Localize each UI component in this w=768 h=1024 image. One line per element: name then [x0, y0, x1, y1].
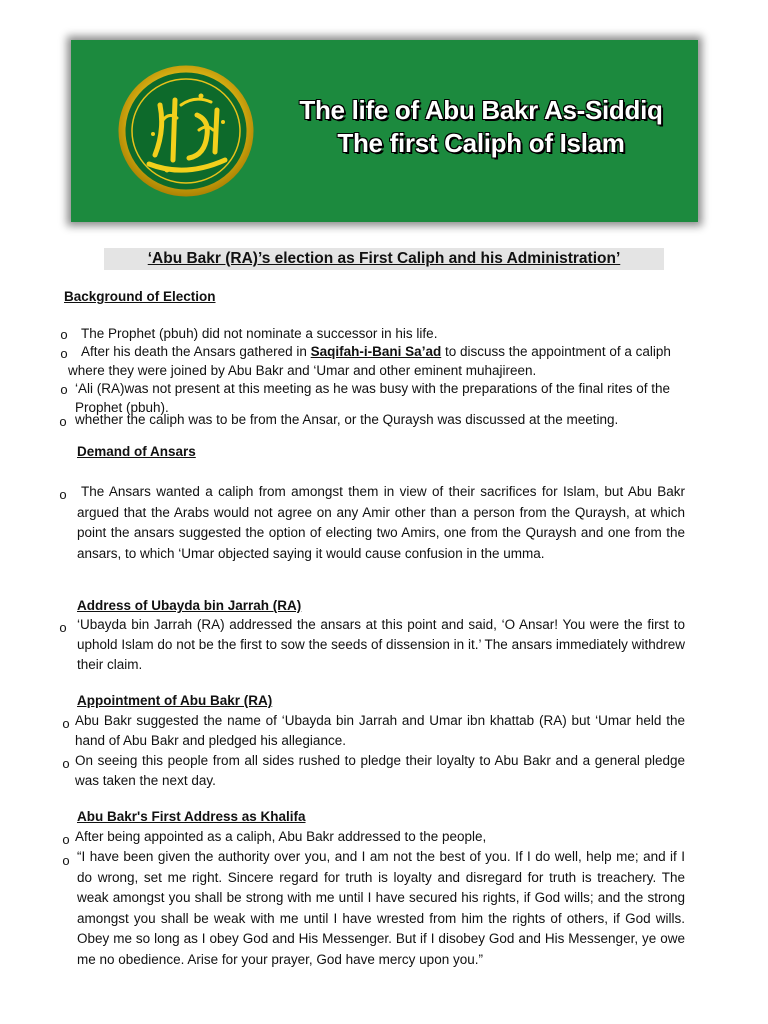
bullet-marker: o: [62, 716, 70, 731]
list-item: The Prophet (pbuh) did not nominate a successor in his life.: [81, 326, 438, 341]
bullet-marker: o: [59, 414, 67, 429]
bullet-marker: o: [62, 756, 70, 771]
list-item: “I have been given the authority over you, and I am not the best of you. If I do well, help me; and if I do wrong, set me right. Sincere regard for truth is loyalty and disregard for truth is treachery. The weak amongst you shall be strong with me until I have secured his rights, if God wills; and the strong amongst you shall be weak with me until I have wrested from him the rights of others, if God wills. Obey me so long as I obey God and His Messenger. But if I disobey God and His Messenger, ye owe me no obedience. Arise for your prayer, God have mercy upon you.”: [77, 849, 685, 967]
list-item-text: to discuss the appointment of a caliph where they were joined by Abu Bakr and ‘Umar and other eminent muhajireen.: [68, 344, 671, 378]
bullet-marker: o: [62, 853, 70, 868]
list-item: On seeing this people from all sides rushed to pledge their loyalty to Abu Bakr and a general pledge was taken the next day.: [75, 753, 685, 788]
list-item: After being appointed as a caliph, Abu Bakr addressed to the people,: [75, 829, 487, 844]
list-item: ‘Ubayda bin Jarrah (RA) addressed the ansars at this point and said, ‘O Ansar! You were the first to uphold Islam do not be the first to sow the seeds of dissension in it.’ The ansars immediately withdrew their claim.: [77, 617, 685, 672]
heading-appointment-of-abu-bakr: Appointment of Abu Bakr (RA): [77, 693, 273, 708]
header-banner: [71, 40, 698, 222]
list-item-text: After his death the Ansars gathered in: [81, 344, 307, 359]
banner-title-line-2: The first Caliph of Islam: [337, 128, 625, 158]
bullet-marker: o: [60, 327, 68, 342]
list-item: The Ansars wanted a caliph from amongst them in view of their sacrifices for Islam, but Abu Bakr argued that the Arabs would not agree on any Amir other than a person from the Quraysh, at which point the ansars suggested the option of electing two Amirs, one from the Quraysh and one from the ansars, to which ‘Umar objected saying it would cause confusion in the umma.: [77, 484, 685, 561]
heading-background-of-election: Background of Election: [64, 289, 216, 304]
heading-address-of-ubayda: Address of Ubayda bin Jarrah (RA): [77, 598, 302, 613]
bullet-marker: o: [62, 832, 70, 847]
bullet-marker: o: [59, 487, 67, 502]
list-item: whether the caliph was to be from the Ansar, or the Quraysh was discussed at the meeting.: [75, 412, 619, 427]
heading-demand-of-ansars: Demand of Ansars: [77, 444, 196, 459]
banner-title: [281, 94, 681, 160]
banner-title-line-1: The life of Abu Bakr As-Siddiq: [299, 95, 663, 125]
bullet-marker: o: [59, 620, 67, 635]
list-item: ‘Ali (RA)was not present at this meeting as he was busy with the preparations of the final rites of the Prophet (pbuh).: [75, 381, 671, 415]
bullet-marker: o: [60, 346, 68, 361]
list-item: Abu Bakr suggested the name of ‘Ubayda bin Jarrah and Umar ibn khattab (RA) but ‘Umar held the hand of Abu Bakr and pledged his allegiance.: [75, 713, 685, 748]
list-item: [68, 342, 687, 380]
bullet-marker: o: [60, 382, 68, 397]
place-name: Saqifah-i-Bani Sa’ad: [310, 344, 442, 359]
calligraphy-emblem-icon: [115, 60, 257, 202]
document-title: ‘Abu Bakr (RA)’s election as First Caliph and his Administration’: [104, 248, 664, 270]
heading-first-address: Abu Bakr's First Address as Khalifa: [77, 809, 306, 824]
